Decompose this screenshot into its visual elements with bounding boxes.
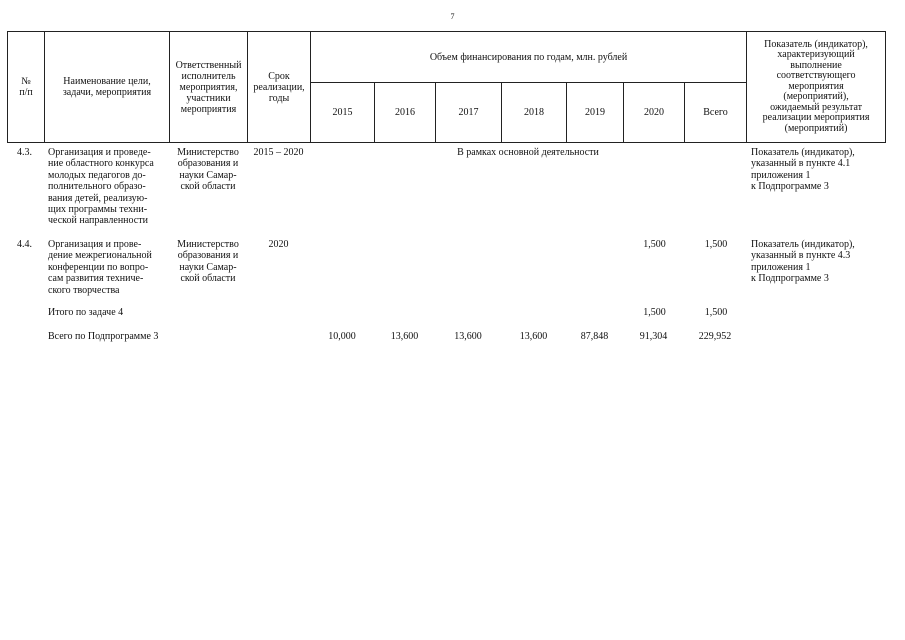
header-year-2016: 2016 (375, 83, 436, 143)
row-indicator: Показатель (индикатор), указанный в пункте 4.1 приложения 1 к Подпрограмме 3 (751, 147, 855, 193)
table-header (7, 31, 886, 143)
value-2016: 13,600 (390, 331, 419, 342)
value-2020: 91,304 (639, 331, 668, 342)
header-funding: Объем финансирования по годам, млн. рублей (311, 32, 747, 83)
header-year-2020: 2020 (624, 83, 685, 143)
value-2020: 1,500 (643, 307, 666, 318)
value-total: 229,952 (698, 331, 732, 342)
header-term: Срок реализации, годы (248, 32, 311, 143)
row-term: 2015 – 2020 (253, 147, 304, 158)
header-year-2017: 2017 (436, 83, 502, 143)
header-responsible: Ответственный исполнитель мероприятия, участники мероприятия (170, 32, 248, 143)
row-number: 4.4. (17, 239, 32, 250)
row-term: 2020 (268, 239, 289, 250)
row-number: 4.3. (17, 147, 32, 158)
header-year-2019: 2019 (567, 83, 624, 143)
header-total: Всего (685, 83, 747, 143)
value-total: 1,500 (704, 239, 728, 250)
value-2017: 13,600 (454, 331, 482, 342)
row-indicator: Показатель (индикатор), указанный в пункте 4.3 приложения 1 к Подпрограмме 3 (751, 239, 855, 285)
value-2019: 87,848 (580, 331, 609, 342)
header-name: Наименование цели, задачи, мероприятия (45, 32, 170, 143)
header-year-2015: 2015 (311, 83, 375, 143)
row-name: Организация и прове- дение межрегиональной конференции по вопро- сам развития техниче- ского творчества (48, 239, 152, 296)
subtotal-label: Итого по задаче 4 (48, 307, 124, 318)
row-responsible: Министерство образования и науки Самар- ской области (177, 147, 239, 193)
value-2020: 1,500 (643, 239, 666, 250)
page-number: 7 (450, 12, 455, 21)
row-funding-note: В рамках основной деятельности (457, 147, 599, 158)
value-2015: 10,000 (328, 331, 356, 342)
header-number: № п/п (8, 32, 45, 143)
value-2018: 13,600 (519, 331, 548, 342)
header-indicator: Показатель (индикатор), характеризующий выполнение соответствующего мероприятия (мероприятий), ожидаемый результат реализации мероприятия (мероприятий) (747, 32, 886, 143)
row-name: Организация и проведе- ние областного конкурса молодых педагогов до- полнительного образо- вания детей, реализую- щих программы техни- ческой направленности (48, 147, 154, 227)
value-total: 1,500 (704, 307, 728, 318)
grand-total-label: Всего по Подпрограмме 3 (48, 331, 159, 342)
row-responsible: Министерство образования и науки Самар- ской области (177, 239, 239, 285)
header-year-2018: 2018 (502, 83, 567, 143)
